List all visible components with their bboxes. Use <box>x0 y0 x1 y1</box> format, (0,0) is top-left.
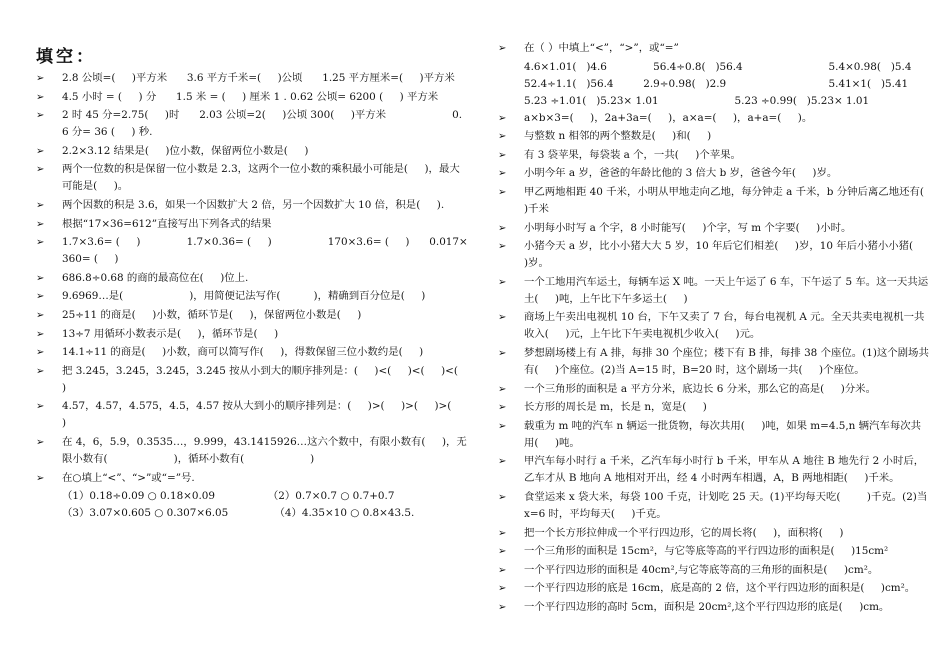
bullet-arrow-icon: ➢ <box>498 601 507 613</box>
question-item <box>36 197 468 214</box>
question-text: 一个三角形的面积是 a 平方分米，底边长 6 分米，那么它的高是( )分米。 <box>524 382 876 395</box>
question-item <box>498 345 930 379</box>
bullet-arrow-icon: ➢ <box>498 402 507 414</box>
question-text: 一个三角形的面积是 15cm²，与它等底等高的平行四边形的面积是( )15cm² <box>524 545 889 558</box>
bullet-arrow-icon: ➢ <box>498 383 507 395</box>
bullet-arrow-icon: ➢ <box>36 436 45 448</box>
bullet-arrow-icon: ➢ <box>36 309 45 321</box>
question-text: 根据“17×36=612”直接写出下列各式的结果 <box>62 217 272 230</box>
question-item <box>498 238 930 272</box>
question-text: 小明今年 a 岁，爸爸的年龄比他的 3 倍大 b 岁，爸爸今年( )岁。 <box>524 167 838 180</box>
bullet-arrow-icon: ➢ <box>498 186 507 198</box>
question-text: 一个平行四边形的高时 5cm，面积是 20cm²,这个平行四边形的底是( )cm。 <box>524 600 890 613</box>
question-item <box>498 274 930 308</box>
bullet-arrow-icon: ➢ <box>498 527 507 539</box>
section-title: 填空： <box>36 47 96 67</box>
question-text: 商场上午卖出电视机 10 台，下午又卖了 7 台，每台电视机 A 元。全天共卖电视机一共收入( )元，上午比下午卖电视机少收入( )元。 <box>524 311 925 341</box>
question-text: a×b×3=( )，2a+3a=( )，a×a=( )，a+a=( )。 <box>524 111 813 124</box>
question-item <box>498 220 930 237</box>
bullet-arrow-icon: ➢ <box>498 43 507 54</box>
question-item <box>498 110 930 127</box>
question-item <box>36 161 468 195</box>
question-text: 在○填上“<”、“>”或“=”号. <box>62 471 195 484</box>
right-question-list <box>498 40 941 617</box>
question-text: 9.6969…是( )，用简便记法写作( )，精确到百分位是( ) <box>62 290 426 303</box>
question-item <box>498 128 930 145</box>
question-item <box>498 40 930 57</box>
question-text: 一个平行四边形的底是 16cm，底是高的 2 倍，这个平行四边形的面积是( )cm²。 <box>524 582 916 595</box>
bullet-arrow-icon: ➢ <box>36 365 45 377</box>
bullet-arrow-icon: ➢ <box>498 347 507 359</box>
question-item <box>498 453 930 487</box>
question-item <box>498 165 930 182</box>
bullet-arrow-icon: ➢ <box>498 168 507 180</box>
question-text: 14.1÷11 的商是( )小数，商可以简写作( )，得数保留三位小数约是( ) <box>62 346 424 359</box>
question-text: 2 时 45 分=2.75( )时 2.03 公顷=2( )公顷 300( )平方米 0.6 分= 36 ( ) 秒. <box>62 109 463 139</box>
bullet-arrow-icon: ➢ <box>36 237 45 249</box>
question-item <box>498 580 930 597</box>
comparison-row: （3）3.07×0.605 ○ 0.307×6.05 （4）4.35×10 ○ 0.8×43.5. <box>62 507 415 520</box>
question-text: 一个平行四边形的面积是 40cm²,与它等底等高的三角形的面积是( )cm²。 <box>524 563 879 576</box>
question-text: 两个一位数的积是保留一位小数是 2.3，这两个一位小数的乘积最小可能是( )，最大可能是( )。 <box>62 163 460 193</box>
question-text: 载重为 m 吨的汽车 n 辆运一批货物，每次共用( )吨，如果 m=4.5,n 辆汽车每次共用( )吨。 <box>524 419 921 449</box>
bullet-arrow-icon: ➢ <box>498 491 507 503</box>
question-item <box>36 270 468 287</box>
comparison-row: （1）0.18÷0.09 ○ 0.18×0.09 （2）0.7×0.7 ○ 0.7+0.7 <box>62 490 395 503</box>
question-item <box>36 70 468 87</box>
bullet-arrow-icon: ➢ <box>498 241 507 253</box>
question-text: 2.8 公顷=( )平方米 3.6 平方千米=( )公顷 1.25 平方厘米=( )平方米 <box>62 72 455 84</box>
question-item <box>36 89 468 106</box>
bullet-arrow-icon: ➢ <box>498 276 507 288</box>
question-item <box>498 184 941 218</box>
question-item <box>498 399 930 416</box>
question-item <box>498 525 930 542</box>
question-item <box>36 434 468 468</box>
question-text: 25÷11 的商是( )小数，循环节是( )，保留两位小数是( ) <box>62 308 362 321</box>
comparison-row: 4.6×1.01( )4.6 56.4÷0.8( )56.4 5.4×0.98( )5.4 <box>524 60 912 73</box>
question-item <box>36 363 475 397</box>
question-text: 两个因数的积是 3.6，如果一个因数扩大 2 倍，另一个因数扩大 10 倍，积是( ). <box>62 198 445 211</box>
question-text: 长方形的周长是 m，长是 n，宽是( ) <box>524 401 707 414</box>
bullet-arrow-icon: ➢ <box>36 110 45 122</box>
question-text: 梦想剧场楼上有 A 排，每排 30 个座位；楼下有 B 排，每排 38 个座位。(1)这个剧场共有( )个座位。(2)当 A=15 时，B=20 时，这个剧场一共( )个座位。 <box>524 346 929 376</box>
bullet-arrow-icon: ➢ <box>36 272 45 284</box>
bullet-arrow-icon: ➢ <box>498 546 507 558</box>
question-text: 4.57，4.57，4.575，4.5，4.57 按从大到小的顺序排列是：( )>( )>( )>( ) <box>62 400 468 430</box>
bullet-arrow-icon: ➢ <box>36 199 45 211</box>
question-text: 4.5 小时 = ( ) 分 1.5 米 = ( ) 厘米 1 . 0.62 公顷= 6200 ( ) 平方米 <box>62 90 439 103</box>
bullet-arrow-icon: ➢ <box>498 420 507 432</box>
bullet-arrow-icon: ➢ <box>498 456 507 468</box>
bullet-arrow-icon: ➢ <box>36 91 45 103</box>
question-text: 在（ ）中填上“<”，“>”，或“=” <box>524 42 679 54</box>
question-item <box>36 143 468 160</box>
bullet-arrow-icon: ➢ <box>36 401 45 413</box>
bullet-arrow-icon: ➢ <box>498 149 507 161</box>
bullet-arrow-icon: ➢ <box>36 472 45 484</box>
left-question-list <box>36 70 475 522</box>
comparison-row: 52.4÷1.1( )56.4 2.9÷0.98( )2.9 5.41×1( )5.41 <box>524 77 909 90</box>
question-text: 甲乙两地相距 40 千米，小明从甲地走向乙地，每分钟走 a 千米，b 分钟后离乙地还有( )千米 <box>524 185 941 215</box>
question-item <box>36 107 468 141</box>
question-item <box>498 418 930 452</box>
bullet-arrow-icon: ➢ <box>498 583 507 595</box>
question-text: 有 3 袋苹果，每袋装 a 个，一共( )个苹果。 <box>524 148 741 161</box>
question-item <box>36 307 468 324</box>
question-item <box>36 470 468 487</box>
bullet-arrow-icon: ➢ <box>36 164 45 176</box>
question-text: 食堂运来 x 袋大米，每袋 100 千克，计划吃 25 天。(1)平均每天吃( )千克。(2)当 x=6 时，平均每天( )千克。 <box>524 490 931 520</box>
question-text: 1.7×3.6= ( ) 1.7×0.36= ( ) 170×3.6= ( ) 0.017×360= ( ) <box>62 236 468 266</box>
question-text: 2.2×3.12 结果是( )位小数，保留两位小数是( ) <box>62 144 309 157</box>
bullet-arrow-icon: ➢ <box>498 312 507 324</box>
question-item <box>498 381 930 398</box>
question-item <box>36 398 468 432</box>
bullet-arrow-icon: ➢ <box>498 564 507 576</box>
question-text: 在 4，6，5.9，0.3535…，9.999，43.1415926…这六个数中，有限小数有( )，无限小数有( )，循环小数有( ) <box>62 435 467 465</box>
question-item <box>498 489 930 523</box>
question-item <box>498 599 930 616</box>
bullet-arrow-icon: ➢ <box>36 145 45 157</box>
bullet-arrow-icon: ➢ <box>36 73 45 84</box>
question-text: 一个工地用汽车运土，每辆车运 X 吨。一天上午运了 6 车，下午运了 5 车。这一天共运土( )吨，上午比下午多运土( ) <box>524 275 929 305</box>
question-text: 小猪今天 a 岁，比小小猪大大 5 岁，10 年后它们相差( )岁，10 年后小猪小小猪( )岁。 <box>524 240 930 270</box>
question-item <box>498 309 930 343</box>
question-text: 686.8÷0.68 的商的最高位在( )位上. <box>62 271 249 284</box>
question-text: 甲汽车每小时行 a 千米，乙汽车每小时行 b 千米，甲车从 A 地往 B 地先行 2 小时后，乙车才从 B 地向 A 地相对开出，经 4 小时两车相遇，A，B 两地相距( )千米。 <box>524 455 925 485</box>
question-item <box>498 562 930 579</box>
question-text: 与整数 n 相邻的两个整数是( )和( ) <box>524 130 712 143</box>
bullet-arrow-icon: ➢ <box>498 222 507 234</box>
question-item <box>36 216 468 233</box>
question-item <box>36 288 468 305</box>
bullet-arrow-icon: ➢ <box>36 347 45 359</box>
question-item <box>36 326 468 343</box>
question-text: 把一个长方形拉伸成一个平行四边形，它的周长将( )，面积将( ) <box>524 526 844 539</box>
bullet-arrow-icon: ➢ <box>498 131 507 143</box>
bullet-arrow-icon: ➢ <box>498 112 507 124</box>
question-item <box>498 543 930 560</box>
bullet-arrow-icon: ➢ <box>36 218 45 230</box>
question-text: 把 3.245，3.245，3.245，3.245 按从小到大的顺序排列是：( )<( )<( )<( ) <box>62 364 475 394</box>
bullet-arrow-icon: ➢ <box>36 328 45 340</box>
question-item <box>498 147 930 164</box>
bullet-arrow-icon: ➢ <box>36 291 45 303</box>
question-item <box>36 344 468 361</box>
comparison-row: 5.23 ÷1.01( )5.23× 1.01 5.23 ÷0.99( )5.23× 1.01 <box>524 94 870 107</box>
question-item <box>36 234 468 268</box>
question-text: 小明每小时写 a 个字，8 小时能写( )个字，写 m 个字要( )小时。 <box>524 221 852 234</box>
question-text: 13÷7 用循环小数表示是( )，循环节是( ) <box>62 327 279 340</box>
